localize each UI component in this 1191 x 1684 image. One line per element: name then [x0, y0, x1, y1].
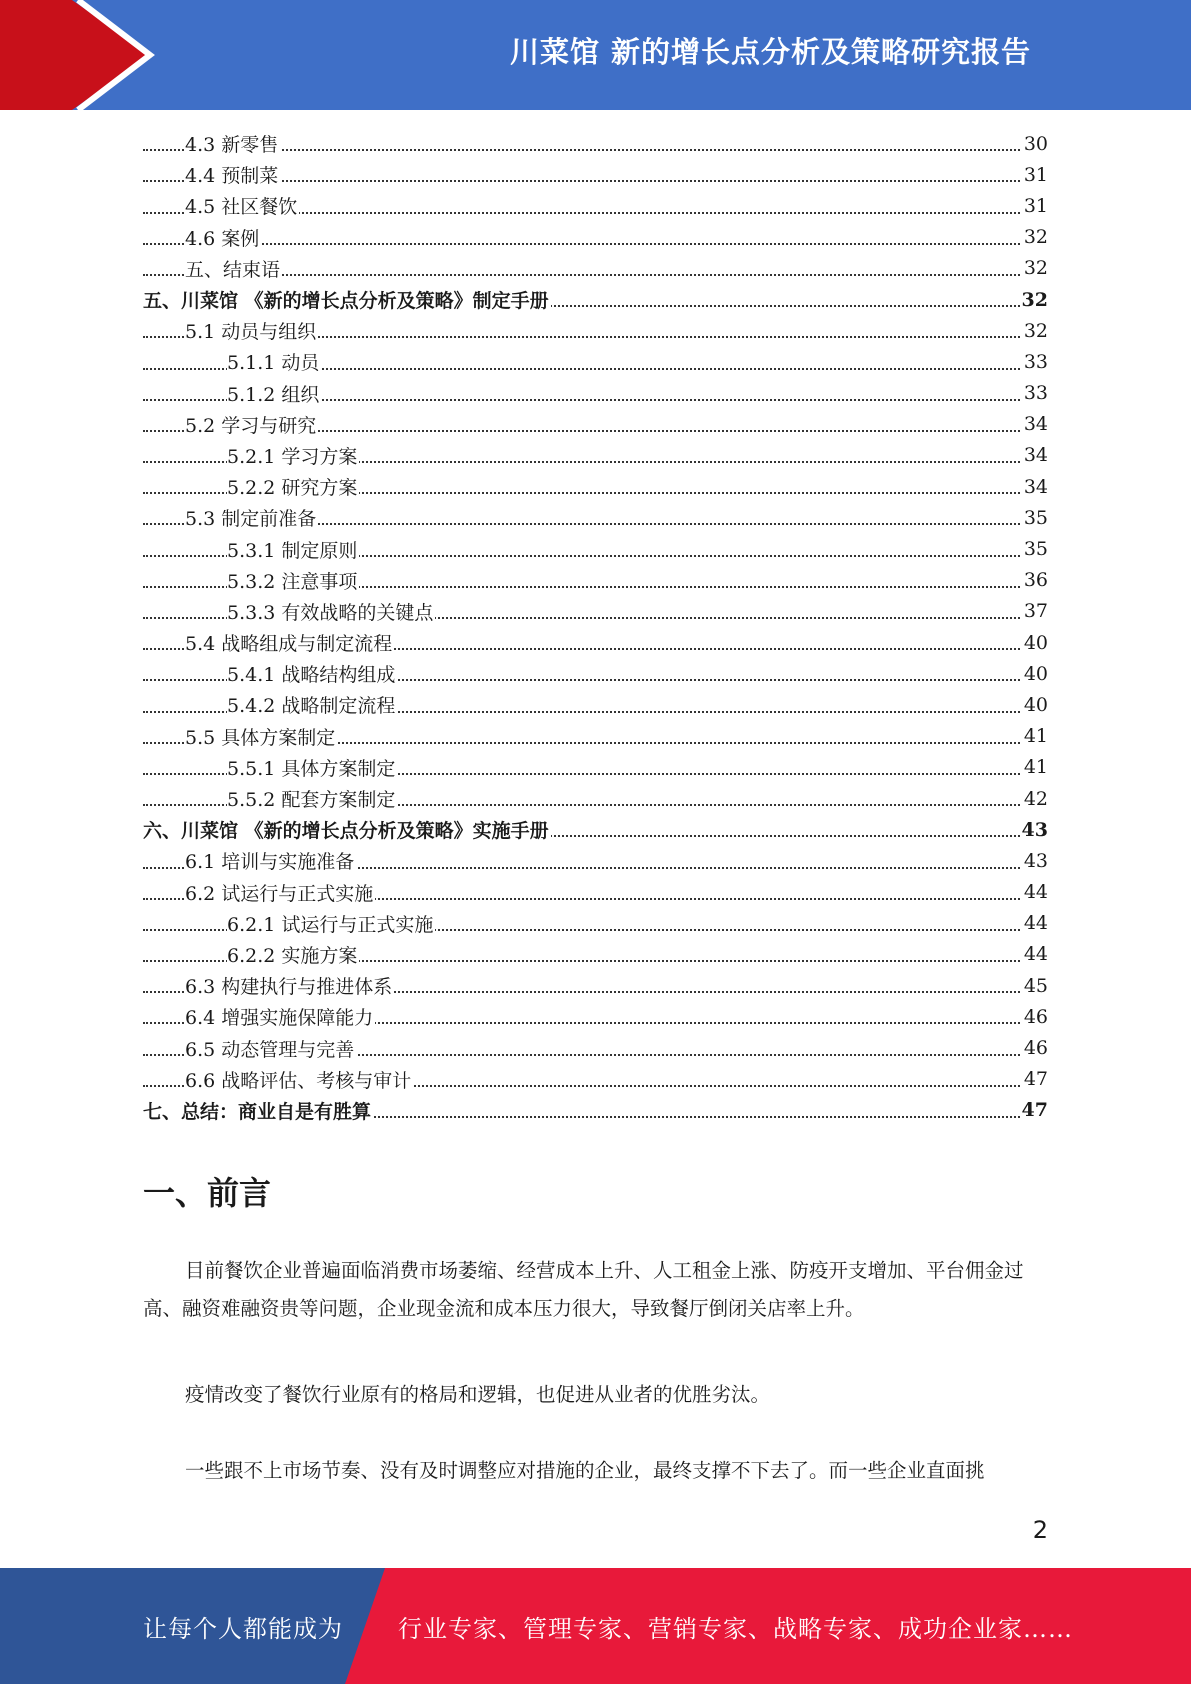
toc-entry-label: 4.5 社区餐饮 [185, 192, 299, 219]
toc-entry-label: 5.5.1 具体方案制定 [227, 754, 397, 781]
toc-entry-label: 5.1.1 动员 [227, 348, 321, 375]
toc-entry-label: 5.5 具体方案制定 [185, 723, 337, 750]
toc-entry[interactable] [143, 315, 1048, 346]
toc-entry[interactable] [143, 783, 1048, 814]
toc-entry[interactable] [143, 658, 1048, 689]
toc-entry-label: 5.4.1 战略结构组成 [227, 660, 397, 687]
toc-entry-page: 32 [1023, 257, 1048, 280]
toc-entry-label: 5.3.1 制定原则 [227, 536, 359, 563]
footer-slogan-right: 行业专家、管理专家、营销专家、战略专家、成功企业家…… [398, 1614, 1073, 1643]
toc-entry-label: 5.2.2 研究方案 [227, 473, 359, 500]
toc-entry-page: 34 [1023, 413, 1048, 436]
toc-entry-page: 33 [1023, 350, 1048, 373]
toc-entry-page: 44 [1023, 943, 1048, 966]
toc-entry-page: 33 [1023, 382, 1048, 405]
toc-entry[interactable] [143, 346, 1048, 377]
toc-entry[interactable] [143, 627, 1048, 658]
toc-entry-label: 6.5 动态管理与完善 [185, 1035, 356, 1062]
toc-entry-label: 五、川菜馆 《新的增长点分析及策略》制定手册 [143, 286, 551, 313]
toc-entry-label: 5.4 战略组成与制定流程 [185, 629, 394, 656]
toc-entry[interactable] [143, 877, 1048, 908]
toc-entry[interactable] [143, 284, 1048, 315]
toc-entry-label: 6.2 试运行与正式实施 [185, 879, 375, 906]
toc-entry-label: 5.3.2 注意事项 [227, 567, 359, 594]
toc-entry-page: 42 [1023, 787, 1048, 810]
toc-entry-label: 6.6 战略评估、考核与审计 [185, 1066, 413, 1093]
toc-entry-label: 5.4.2 战略制定流程 [227, 691, 397, 718]
toc-entry-page: 40 [1023, 662, 1048, 685]
toc-entry-page: 31 [1023, 163, 1048, 186]
toc-entry[interactable] [143, 533, 1048, 564]
page-footer [0, 1568, 1191, 1684]
toc-entry-page: 34 [1023, 444, 1048, 467]
toc-dot-leader [143, 243, 1048, 245]
toc-entry-page: 40 [1023, 693, 1048, 716]
toc-entry-page: 31 [1023, 194, 1048, 217]
toc-entry-label: 六、川菜馆 《新的增长点分析及策略》实施手册 [143, 816, 551, 843]
toc-entry-page: 34 [1023, 475, 1048, 498]
toc-entry-page: 43 [1023, 849, 1048, 872]
toc-entry-label: 4.4 预制菜 [185, 161, 280, 188]
toc-entry-label: 4.6 案例 [185, 224, 261, 251]
toc-entry-label: 6.2.1 试运行与正式实施 [227, 910, 435, 937]
toc-entry[interactable] [143, 159, 1048, 190]
toc-entry[interactable] [143, 908, 1048, 939]
toc-entry-label: 6.1 培训与实施准备 [185, 847, 356, 874]
page-header [0, 0, 1191, 110]
table-of-contents [143, 128, 1048, 1126]
paragraph-2: 疫情改变了餐饮行业原有的格局和逻辑，也促进从业者的优胜劣汰。 [185, 1383, 771, 1406]
section-heading: 一、前言 [143, 1174, 272, 1212]
page-number: 2 [1032, 1516, 1048, 1544]
toc-entry-page: 45 [1023, 974, 1048, 997]
toc-entry-page: 37 [1023, 600, 1048, 623]
toc-entry[interactable] [143, 253, 1048, 284]
toc-entry[interactable] [143, 1064, 1048, 1095]
toc-entry-label: 6.2.2 实施方案 [227, 941, 359, 968]
toc-entry-label: 4.3 新零售 [185, 130, 280, 157]
toc-entry[interactable] [143, 939, 1048, 970]
toc-entry[interactable] [143, 409, 1048, 440]
toc-entry-label: 七、总结：商业自是有胜算 [143, 1097, 373, 1124]
toc-entry[interactable] [143, 970, 1048, 1001]
toc-entry-label: 5.1 动员与组织 [185, 317, 318, 344]
toc-entry-page: 44 [1023, 912, 1048, 935]
toc-entry-page: 32 [1023, 319, 1048, 342]
toc-entry[interactable] [143, 471, 1048, 502]
toc-entry-page: 32 [1023, 226, 1048, 249]
toc-entry[interactable] [143, 190, 1048, 221]
toc-entry-page: 41 [1023, 725, 1048, 748]
report-title: 川菜馆 新的增长点分析及策略研究报告 [509, 34, 1032, 69]
toc-entry[interactable] [143, 378, 1048, 409]
toc-entry-label: 5.2 学习与研究 [185, 411, 318, 438]
toc-entry-page: 44 [1023, 881, 1048, 904]
toc-entry[interactable] [143, 721, 1048, 752]
toc-entry-page: 47 [1023, 1068, 1048, 1091]
paragraph-3: 一些跟不上市场节奏、没有及时调整应对措施的企业，最终支撑不下去了。而一些企业直面挑 [185, 1459, 985, 1482]
toc-entry-page: 46 [1023, 1005, 1048, 1028]
toc-entry-label: 5.1.2 组织 [227, 380, 321, 407]
toc-entry-label: 5.3 制定前准备 [185, 504, 318, 531]
toc-entry[interactable] [143, 596, 1048, 627]
toc-entry-label: 5.2.1 学习方案 [227, 442, 359, 469]
toc-entry[interactable] [143, 845, 1048, 876]
toc-entry-page: 30 [1023, 132, 1048, 155]
toc-entry-page: 32 [1021, 288, 1048, 311]
toc-entry-label: 5.5.2 配套方案制定 [227, 785, 397, 812]
toc-entry-label: 6.4 增强实施保障能力 [185, 1003, 375, 1030]
toc-entry[interactable] [143, 128, 1048, 159]
toc-entry-page: 36 [1023, 569, 1048, 592]
toc-entry-page: 35 [1023, 506, 1048, 529]
toc-entry[interactable] [143, 222, 1048, 253]
toc-entry-page: 40 [1023, 631, 1048, 654]
toc-entry[interactable] [143, 502, 1048, 533]
toc-entry[interactable] [143, 689, 1048, 720]
toc-entry-page: 35 [1023, 538, 1048, 561]
toc-entry[interactable] [143, 1001, 1048, 1032]
footer-slogan-left: 让每个人都能成为 [143, 1614, 343, 1643]
toc-entry-label: 5.3.3 有效战略的关键点 [227, 598, 435, 625]
toc-entry-label: 五、结束语 [185, 255, 282, 282]
toc-entry[interactable] [143, 565, 1048, 596]
toc-entry-page: 43 [1021, 818, 1048, 841]
paragraph-1: 目前餐饮企业普遍面临消费市场萎缩、经营成本上升、人工租金上涨、防疫开支增加、平台佣金过高、融资难融资贵等问题，企业现金流和成本压力很大，导致餐厅倒闭关店率上升。 [143, 1259, 1024, 1320]
toc-entry-page: 41 [1023, 756, 1048, 779]
toc-entry-label: 6.3 构建执行与推进体系 [185, 972, 394, 999]
toc-entry[interactable] [143, 814, 1048, 845]
toc-entry[interactable] [143, 1032, 1048, 1063]
toc-entry[interactable] [143, 1095, 1048, 1126]
toc-entry-page: 47 [1021, 1099, 1048, 1122]
toc-entry[interactable] [143, 752, 1048, 783]
toc-entry-page: 46 [1023, 1037, 1048, 1060]
toc-entry[interactable] [143, 440, 1048, 471]
